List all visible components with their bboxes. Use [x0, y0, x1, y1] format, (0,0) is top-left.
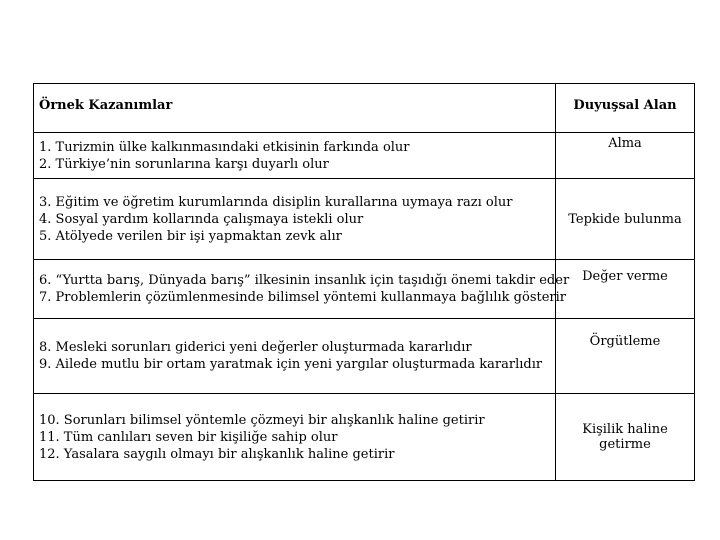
outcome-item: 12. Yasalara saygılı olmayı bir alışkanlık haline getirir: [39, 446, 395, 462]
header-sample-outcomes: Örnek Kazanımlar: [34, 84, 556, 133]
outcomes-cell: [34, 133, 556, 179]
outcome-item: 9. Ailede mutlu bir ortam yaratmak için yeni yargılar oluşturmada kararlıdır: [39, 357, 543, 372]
table-header-row: [34, 84, 695, 133]
outcome-item: 1. Turizmin ülke kalkınmasındaki etkisinin farkında olur: [39, 139, 410, 155]
domain-level-cell: Değer verme: [556, 260, 695, 319]
outcome-item: 4. Sosyal yardım kollarında çalışmaya istekli olur: [39, 211, 364, 227]
domain-level-cell: Tepkide bulunma: [556, 179, 695, 260]
table-row: [34, 394, 695, 481]
outcomes-cell: [34, 319, 556, 394]
outcome-item: 3. Eğitim ve öğretim kurumlarında disiplin kurallarına uymaya razı olur: [39, 194, 513, 210]
table-row: [34, 133, 695, 179]
outcome-item: 11. Tüm canlıları seven bir kişiliğe sahip olur: [39, 429, 338, 445]
table-row: [34, 319, 695, 394]
outcome-item: 10. Sorunları bilimsel yöntemle çözmeyi bir alışkanlık haline getirir: [39, 412, 485, 428]
outcomes-cell: [34, 179, 556, 260]
domain-level-cell: Alma: [556, 133, 695, 179]
table-row: [34, 260, 695, 319]
domain-level-cell: Kişilik haline getirme: [556, 394, 695, 481]
affective-domain-table: [33, 83, 695, 481]
domain-level-cell: Örgütleme: [556, 319, 695, 394]
outcomes-cell: [34, 394, 556, 481]
header-affective-domain: Duyuşsal Alan: [556, 84, 695, 133]
outcome-item: 7. Problemlerin çözümlenmesinde bilimsel yöntemi kullanmaya bağlılık gösterir: [39, 290, 567, 305]
table-row: [34, 179, 695, 260]
outcome-item: 5. Atölyede verilen bir işi yapmaktan zevk alır: [39, 228, 342, 244]
outcome-item: 2. Türkiye’nin sorunlarına karşı duyarlı olur: [39, 156, 329, 172]
outcome-item: 6. “Yurtta barış, Dünyada barış” ilkesinin insanlık için taşıdığı önemi takdir eder: [39, 273, 570, 288]
outcome-item: 8. Mesleki sorunları giderici yeni değerler oluşturmada kararlıdır: [39, 340, 472, 355]
outcomes-cell: [34, 260, 570, 319]
